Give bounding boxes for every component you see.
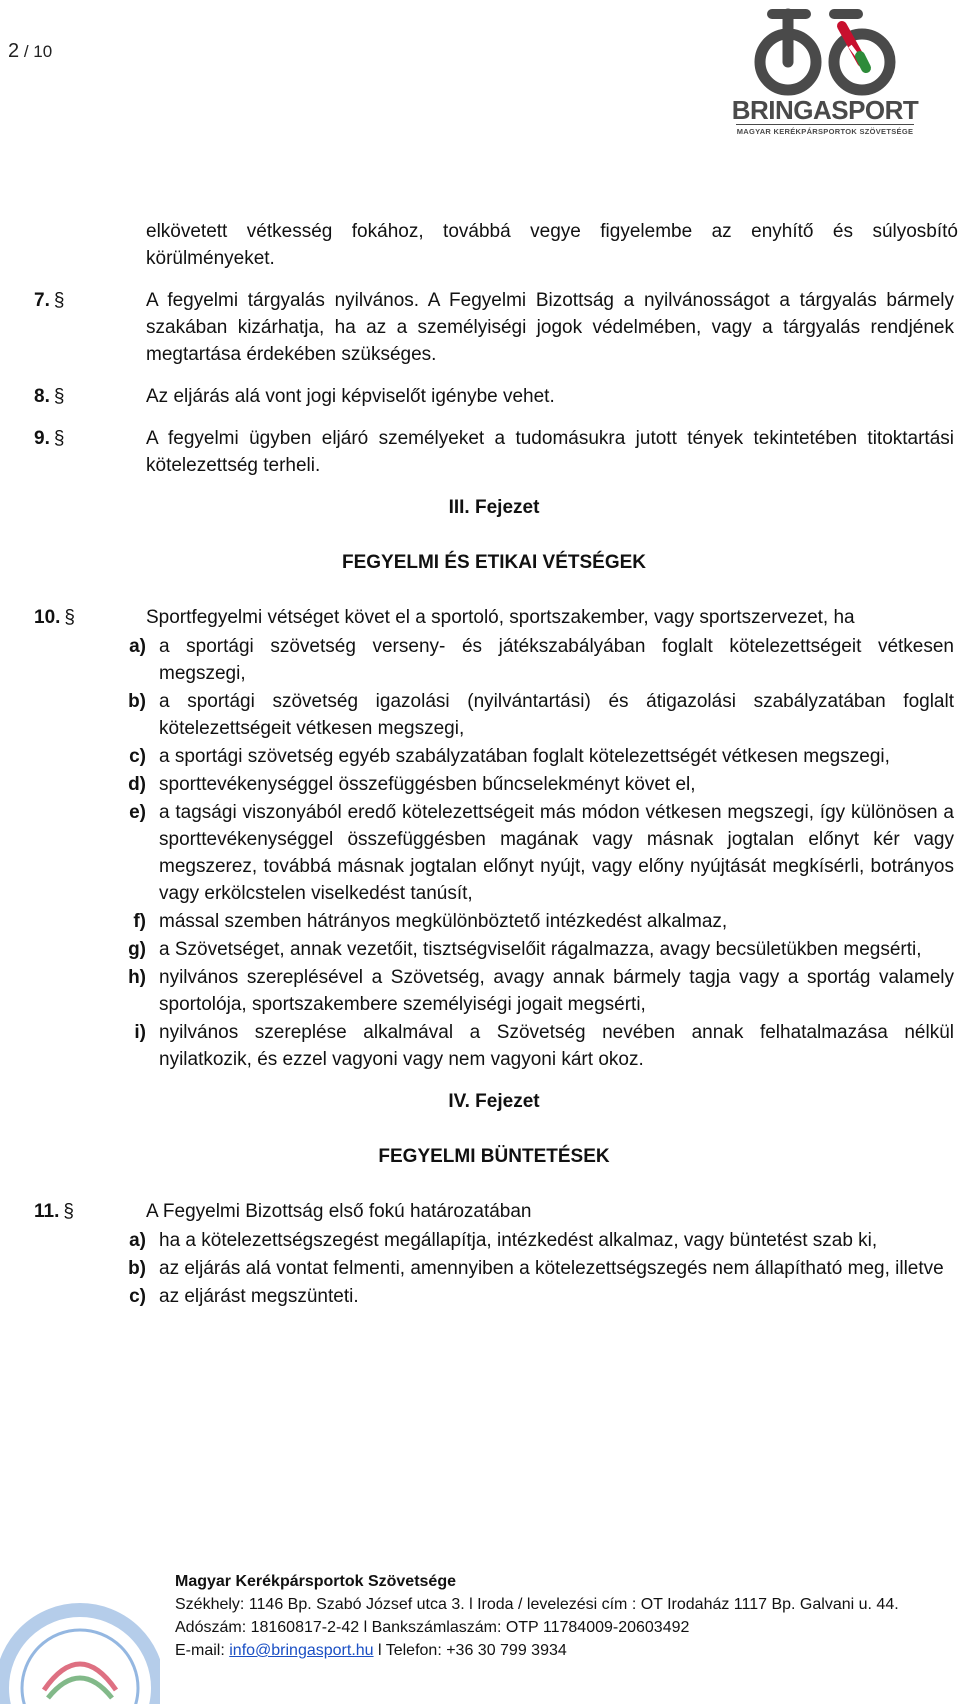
list-item: d) sporttevékenységgel összefüggésben bűncselekményt követ el, [128, 774, 696, 795]
list-item: h) nyilvános szereplésével a Szövetség, avagy annak bármely tagja vagy a sportág valamely sportolója, sportszakembere személyiségi jogait megsérti, [128, 967, 954, 1015]
chapter-4-subtitle: FEGYELMI BÜNTETÉSEK [378, 1146, 610, 1167]
paragraph-number: 10. § [34, 607, 75, 628]
list-item: e) a tagsági viszonyából eredő kötelezettségeit más módon vétkesen megszegi, így különösen a sporttevékenységgel összefüggésben magának vagy másnak jogtalan előnyt kér vagy megszerez, továbbá másnak jogtalan előnyt nyújt, vagy előny nyújtását megkísérli, botrányos vagy erkölcstelen viselkedést tanúsít, [129, 802, 954, 904]
paragraph-number: 8. § [34, 386, 65, 407]
chapter-3-title: III. Fejezet [448, 497, 540, 518]
list-item: g) a Szövetséget, annak vezetőit, tisztségviselőit rágalmazza, avagy becsületükben megsérti, [128, 939, 922, 960]
page-total: 10 [33, 42, 53, 61]
paragraph-text: Az eljárás alá vont jogi képviselőt igénybe vehet. [146, 386, 555, 407]
paragraph-text: A Fegyelmi Bizottság első fokú határozatában [146, 1201, 532, 1222]
page-current: 2 [8, 40, 20, 62]
list-item: b) az eljárás alá vontat felmenti, amennyiben a kötelezettségszegés nem állapítható meg, illetve [128, 1258, 944, 1279]
paragraph-text: Sportfegyelmi vétséget követ el a sportoló, sportszakember, vagy sportszervezet, ha [146, 607, 855, 628]
paragraph-10-list [97, 633, 954, 1073]
list-item: i) nyilvános szereplése alkalmával a Szövetség nevében annak felhatalmazása nélkül nyilatkozik, és ezzel vagyoni vagy nem vagyoni kárt okoz. [134, 1022, 954, 1070]
paragraph-number: 11. § [34, 1201, 74, 1222]
logo-wordmark: BRINGASPORT [731, 95, 919, 125]
bringasport-logo [730, 6, 920, 146]
bicycle-logo-icon [750, 6, 900, 98]
paragraph-number: 9. § [34, 428, 65, 449]
paragraph-text: A fegyelmi ügyben eljáró személyeket a tudomásukra jutott tények tekintetében titoktartási kötelezettség terheli. [146, 428, 954, 476]
chapter-3-subtitle: FEGYELMI ÉS ETIKAI VÉTSÉGEK [341, 552, 647, 573]
list-item: a) ha a kötelezettségszegést megállapítja, intézkedést alkalmaz, vagy büntetést szab ki, [129, 1230, 878, 1251]
chapter-4-title: IV. Fejezet [448, 1091, 540, 1112]
footer-address: Székhely: 1146 Bp. Szabó József utca 3. l Iroda / levelezési cím : OT Irodaház 1117 Bp. Galvani u. 44. [175, 1596, 899, 1613]
paragraph-10 [34, 604, 954, 631]
footer-contact [175, 1570, 899, 1662]
paragraph-8 [34, 383, 954, 410]
paragraph-text: A fegyelmi tárgyalás nyilvános. A Fegyelmi Bizottság a nyilvánosságot a tárgyalás bármely szakában kizárhatja, ha az a személyiségi jogok védelmében, vagy a tárgyalás rendjének megtartása érdekében szükséges. [146, 290, 954, 365]
page-counter [8, 38, 52, 65]
list-item: f) mással szemben hátrányos megkülönböztető intézkedést alkalmaz, [133, 911, 728, 932]
federation-seal-icon [0, 1598, 160, 1704]
footer-org-name: Magyar Kerékpársportok Szövetsége [175, 1573, 456, 1590]
document-body [34, 218, 958, 1325]
paragraph-6-continuation: elkövetett vétkesség fokához, továbbá vegye figyelembe az enyhítő és súlyosbító körülményeket. [146, 221, 958, 269]
list-item: c) a sportági szövetség egyéb szabályzatában foglalt kötelezettségét vétkesen megszegi, [129, 746, 890, 767]
footer-tax: Adószám: 18160817-2-42 l Bankszámlaszám: OTP 11784009-20603492 [175, 1619, 690, 1636]
email-link[interactable]: info@bringasport.hu [229, 1642, 374, 1659]
list-item: a) a sportági szövetség verseny- és játékszabályában foglalt kötelezettségeit vétkesen megszegi, [129, 636, 954, 684]
paragraph-11-list [97, 1227, 954, 1310]
paragraph-9 [34, 425, 954, 479]
list-item: b) a sportági szövetség igazolási (nyilvántartási) és átigazolási szabályzatában foglalt kötelezettségeit vétkesen megszegi, [128, 691, 954, 739]
paragraph-11 [34, 1198, 954, 1225]
footer-contact-line: E-mail: info@bringasport.hu l Telefon: +36 30 799 3934 [175, 1642, 567, 1659]
paragraph-7 [34, 287, 954, 368]
paragraph-number: 7. § [34, 290, 65, 311]
page-separator: / [19, 42, 34, 61]
list-item: c) az eljárást megszünteti. [129, 1286, 359, 1307]
logo-subtitle: MAGYAR KERÉKPÁRSPORTOK SZÖVETSÉGE [736, 124, 914, 137]
page-footer [0, 1570, 960, 1704]
